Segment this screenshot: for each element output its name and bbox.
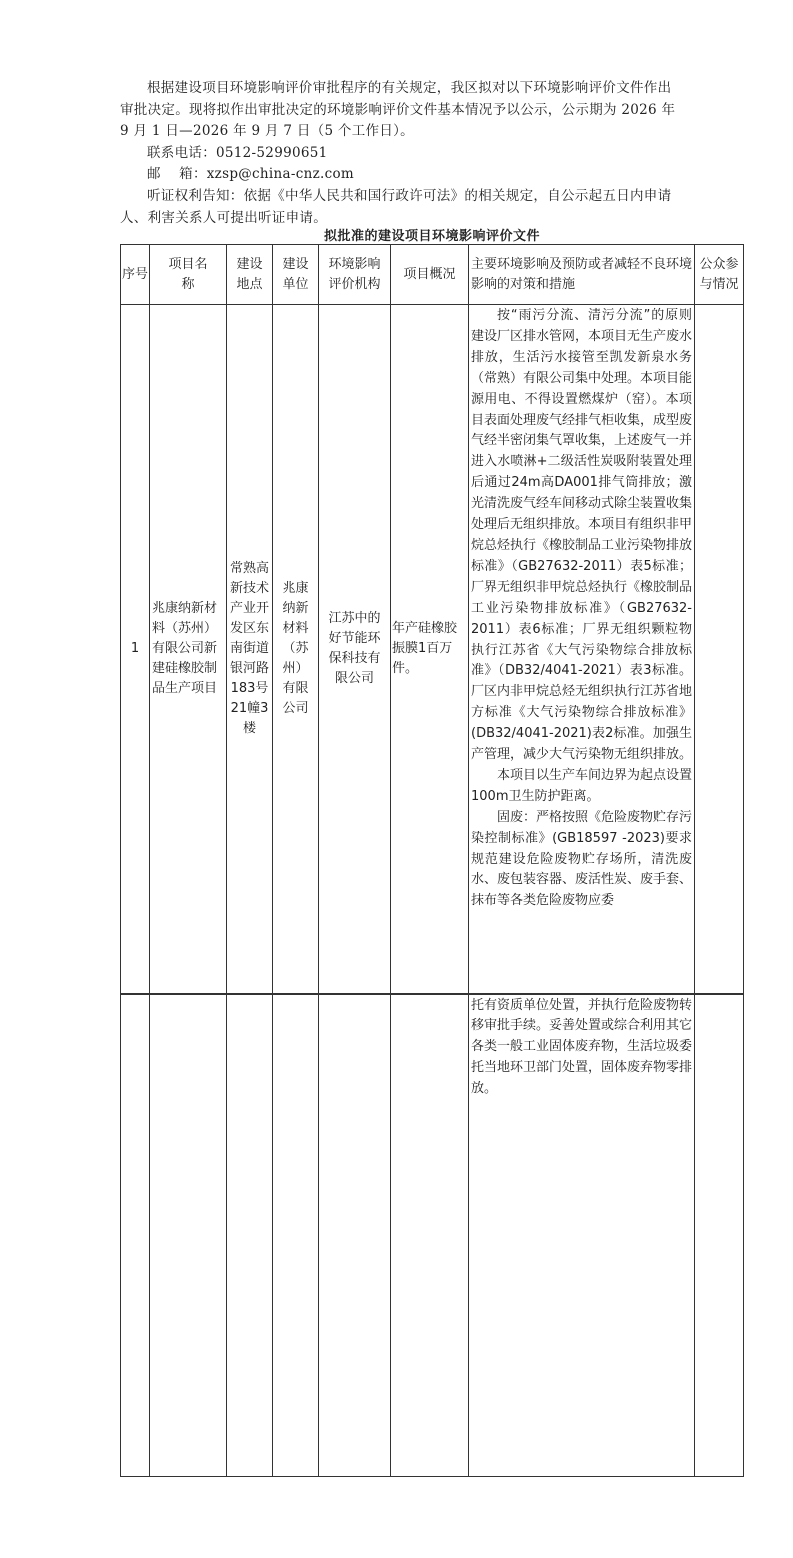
cont-agency: [319, 994, 391, 1477]
eia-table: [120, 244, 744, 1477]
row-location: 常熟高新技术产业开发区东南街道银河路183号21幢3楼: [227, 305, 273, 994]
header-measures: 主要环境影响及预防或者减轻不良环境影响的对策和措施: [469, 245, 695, 305]
header-location: 建设地点: [227, 245, 273, 305]
header-public: 公众参与情况: [695, 245, 744, 305]
row-overview: 年产硅橡胶振膜1百万件。: [391, 305, 469, 994]
table-header-row: [121, 245, 744, 305]
intro-paragraph: 根据建设项目环境影响评价审批程序的有关规定，我区拟对以下环境影响评价文件作出审批决定。现将拟作出审批决定的环境影响评价文件基本情况予以公示，公示期为 2026 年 9 月 1 日—2026 年 9 月 7 日（5 个工作日）。: [120, 80, 676, 140]
email-address: xzsp@china-cnz.com: [206, 166, 354, 183]
table-row: [121, 305, 744, 994]
row-agency: 江苏中的好节能环保科技有限公司: [319, 305, 391, 994]
row-unit: 兆康纳新材料（苏州）有限公司: [273, 305, 319, 994]
header-agency: 环境影响评价机构: [319, 245, 391, 305]
phone-line: [120, 143, 680, 165]
row-no: 1: [121, 305, 150, 994]
header-unit: 建设单位: [273, 245, 319, 305]
measures-waste: 固废：严格按照《危险废物贮存污染控制标准》(GB18597 -2023)要求规范建设危险废物贮存场所，清洗废水、废包装容器、废活性炭、废手套、抹布等各类危险废物应委: [471, 809, 693, 909]
measures-exhaust: 按“雨污分流、清污分流”的原则建设厂区排水管网，本项目无生产废水排放，生活污水接管至凯发新泉水务（常熟）有限公司集中处理。本项目能源用电、不得设置燃煤炉（窑）。本项目表面处理废气经排气柜收集，成型废气经半密闭集气罩收集，上述废气一并进入水喷淋+二级活性炭吸附装置处理后通过24m高DA001排气筒排放；激光清洗废气经车间移动式除尘装置收集处理后无组织排放。本项目有组织非甲烷总烃执行《橡胶制品工业污染物排放标准》（GB27632-2011）表5标准；厂界无组织非甲烷总烃执行《橡胶制品工业污染物排放标准》（GB27632-2011）表6标准；厂界无组织颗粒物执行江苏省《大气污染物综合排放标准》（DB32/4041-2021）表3标准。厂区内非甲烷总烃无组织执行江苏省地方标准《大气污染物综合排放标准》(DB32/4041-2021)表2标准。加强生产管理，减少大气污染物无组织排放。: [471, 308, 693, 763]
cont-no: [121, 994, 150, 1477]
cont-unit: [273, 994, 319, 1477]
cont-public: [695, 994, 744, 1477]
header-no: 序号: [121, 245, 150, 305]
row-measures-continued: 托有资质单位处置，并执行危险废物转移审批手续。妥善处置或综合利用其它各类一般工业固体废弃物，生活垃圾委托当地环卫部门处置，固体废弃物零排放。: [469, 994, 695, 1477]
row-measures: [469, 305, 695, 994]
cont-name: [150, 994, 227, 1477]
intro-block: [120, 78, 680, 229]
hearing-notice: 听证权利告知：依据《中华人民共和国行政许可法》的相关规定，自公示起五日内申请人、利害关系人可提出听证申请。: [120, 187, 672, 226]
phone-label: 联系电话：: [147, 144, 216, 161]
header-name: 项目名称: [150, 245, 227, 305]
header-overview: 项目概况: [391, 245, 469, 305]
email-label: 邮 箱：: [147, 166, 207, 183]
phone-number: 0512-52990651: [216, 144, 328, 161]
table-title: 拟批准的建设项目环境影响评价文件: [323, 229, 540, 244]
table-row-continued: [121, 994, 744, 1477]
cont-overview: [391, 994, 469, 1477]
cont-location: [227, 994, 273, 1477]
row-public: [695, 305, 744, 994]
row-project-name: 兆康纳新材料（苏州）有限公司新建硅橡胶制品生产项目: [150, 305, 227, 994]
email-line: [120, 164, 680, 186]
measures-distance: 本项目以生产车间边界为起点设置100m卫生防护距离。: [471, 767, 693, 804]
